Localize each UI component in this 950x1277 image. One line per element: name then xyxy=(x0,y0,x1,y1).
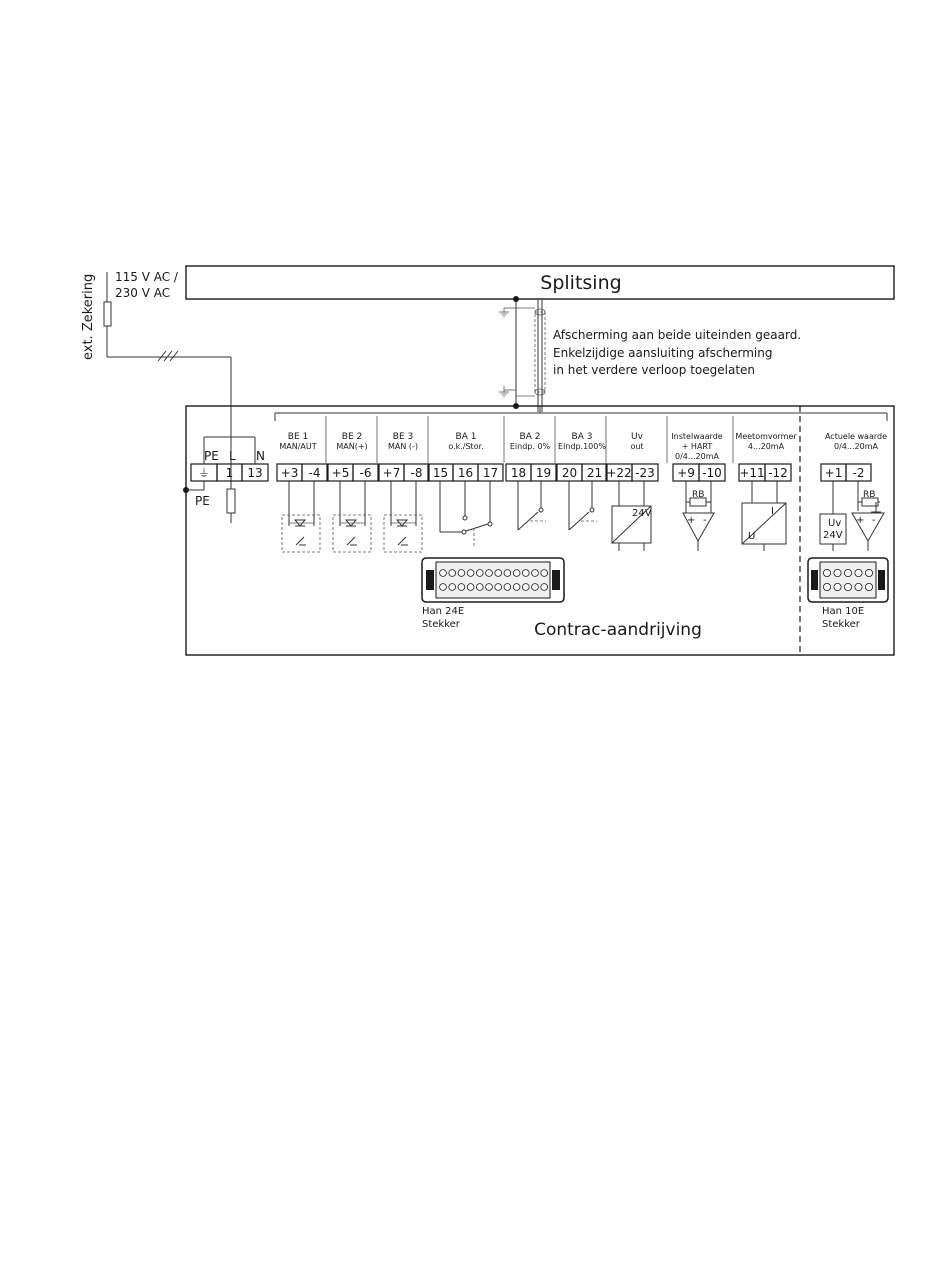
terminal-label: 16 xyxy=(457,466,474,480)
internal-fuse xyxy=(227,489,235,513)
n-label: N xyxy=(256,449,265,463)
connector-pin xyxy=(855,569,862,576)
group-sub: o.k./Stor. xyxy=(448,442,484,451)
group-name: Meetomvormer xyxy=(735,432,797,441)
connector-pin xyxy=(844,569,851,576)
power-terminal-label: 1 xyxy=(225,466,234,480)
rb2-label: RB xyxy=(863,490,876,500)
actual-minus: - xyxy=(872,515,876,526)
terminal-label: +22 xyxy=(606,466,632,480)
group-name: BA 2 xyxy=(519,432,541,442)
optocoupler-inputs xyxy=(282,481,422,552)
fuse-label: ext. Zekering xyxy=(81,273,96,360)
connector-pin xyxy=(495,584,502,591)
shield-cable xyxy=(499,296,545,412)
connector-pin xyxy=(476,584,483,591)
group-headers xyxy=(279,432,887,461)
connector-pin xyxy=(834,569,841,576)
terminal-label: -10 xyxy=(702,466,722,480)
l-label: L xyxy=(229,449,236,463)
connector-pin xyxy=(532,584,539,591)
connector-pin xyxy=(823,569,830,576)
group-name: BE 3 xyxy=(392,432,414,442)
connector-pin xyxy=(823,583,830,590)
terminal-label: 17 xyxy=(482,466,499,480)
uv-box-line1: Uv xyxy=(828,518,842,529)
group-sub: MAN (-) xyxy=(387,442,419,451)
terminal-label: -23 xyxy=(635,466,655,480)
connector-pin xyxy=(865,569,872,576)
connector-pin xyxy=(532,570,539,577)
signal-terminals xyxy=(277,464,871,481)
connector-pin xyxy=(834,583,841,590)
group-name: BE 2 xyxy=(341,432,363,442)
han24e-connector-icon xyxy=(422,558,564,602)
uv-24v-label: 24V xyxy=(632,508,652,519)
connector-pin xyxy=(865,583,872,590)
group-name: Uv xyxy=(631,432,643,442)
splice-title: Splitsing xyxy=(540,272,622,294)
group-sub: 4...20mA xyxy=(747,442,785,451)
connector-pin xyxy=(458,570,465,577)
terminal-label: 18 xyxy=(510,466,527,480)
connector-pin xyxy=(855,583,862,590)
connector-pin xyxy=(504,570,511,577)
connector-pin xyxy=(467,584,474,591)
setpoint-plus: + xyxy=(687,515,696,526)
relay-ba1 xyxy=(440,481,492,546)
terminal-label: -12 xyxy=(768,466,788,480)
relay-ba2 xyxy=(518,481,546,530)
connector-pin xyxy=(440,584,447,591)
terminal-label: +9 xyxy=(677,466,695,480)
terminal-label: +3 xyxy=(280,466,299,480)
fuse-symbol xyxy=(104,302,111,326)
relay-ba3 xyxy=(569,481,597,530)
voltage-line2: 230 V AC xyxy=(115,286,171,300)
han10-line2: Stekker xyxy=(822,619,860,630)
shield-note-line2: Enkelzijdige aansluiting afscherming xyxy=(553,346,773,360)
group-sub: 0/4...20mA xyxy=(834,442,878,451)
group-name: BA 1 xyxy=(455,432,477,442)
power-terminal-label: ⏚ xyxy=(197,466,211,480)
converter-u-label: U xyxy=(748,531,756,542)
group-sub2: 0/4...20mA xyxy=(675,452,719,461)
connector-pin xyxy=(486,584,493,591)
han24-line2: Stekker xyxy=(422,619,460,630)
terminal-label: -8 xyxy=(410,466,423,480)
connector-pin xyxy=(504,584,511,591)
terminal-label: +11 xyxy=(739,466,765,480)
connector-pin xyxy=(513,584,520,591)
connector-pin xyxy=(495,570,502,577)
pe-bottom-label: PE xyxy=(195,494,210,508)
converter-i-label: I xyxy=(771,506,774,517)
group-sub: MAN/AUT xyxy=(279,442,317,451)
supply-wiring xyxy=(104,272,235,523)
group-sub: Eindp. 0% xyxy=(509,442,551,451)
terminal-label: +1 xyxy=(824,466,843,480)
uv-box-line2: 24V xyxy=(823,530,843,541)
connector-pin xyxy=(513,570,520,577)
group-name: BE 1 xyxy=(287,432,309,442)
han10-line1: Han 10E xyxy=(822,606,865,617)
pe-label: PE xyxy=(204,449,219,463)
connector-pin xyxy=(449,570,456,577)
group-name: BA 3 xyxy=(571,432,593,442)
group-sub: MAN(+) xyxy=(336,442,368,451)
terminal-label: +5 xyxy=(331,466,350,480)
connector-pin xyxy=(522,584,529,591)
connector-pin xyxy=(522,570,529,577)
connector-pin xyxy=(458,584,465,591)
connector-pin xyxy=(440,570,447,577)
connector-pin xyxy=(844,583,851,590)
voltage-line1: 115 V AC / xyxy=(115,270,178,284)
terminal-label: 19 xyxy=(535,466,552,480)
group-sub: Eindp.100% xyxy=(558,442,606,451)
han24-line1: Han 24E xyxy=(422,606,465,617)
han10e-connector-icon xyxy=(808,558,888,602)
connector-pin xyxy=(467,570,474,577)
connector-pin xyxy=(541,584,548,591)
group-sub: + HART xyxy=(681,442,713,451)
connector-pin xyxy=(541,570,548,577)
terminal-label: 15 xyxy=(432,466,449,480)
connector-pin xyxy=(476,570,483,577)
terminal-label: 21 xyxy=(586,466,603,480)
power-terminals xyxy=(191,464,268,481)
shield-note-line3: in het verdere verloop toegelaten xyxy=(553,363,756,377)
rb-label: RB xyxy=(692,490,705,500)
group-name: Instelwaarde xyxy=(671,432,723,441)
terminal-label: -6 xyxy=(359,466,372,480)
setpoint-minus: - xyxy=(703,515,707,526)
drive-title: Contrac-aandrijving xyxy=(534,620,702,640)
terminal-label: -4 xyxy=(308,466,321,480)
terminal-label: -2 xyxy=(852,466,865,480)
connector-pin xyxy=(486,570,493,577)
group-sub: out xyxy=(630,442,644,451)
actual-plus: + xyxy=(856,515,865,526)
group-name: Actuele waarde xyxy=(824,432,888,441)
power-terminal-label: 13 xyxy=(247,466,263,480)
connector-pin xyxy=(449,584,456,591)
shield-note-line1: Afscherming aan beide uiteinden geaard. xyxy=(553,328,802,342)
terminal-label: +7 xyxy=(382,466,401,480)
terminal-label: 20 xyxy=(561,466,578,480)
